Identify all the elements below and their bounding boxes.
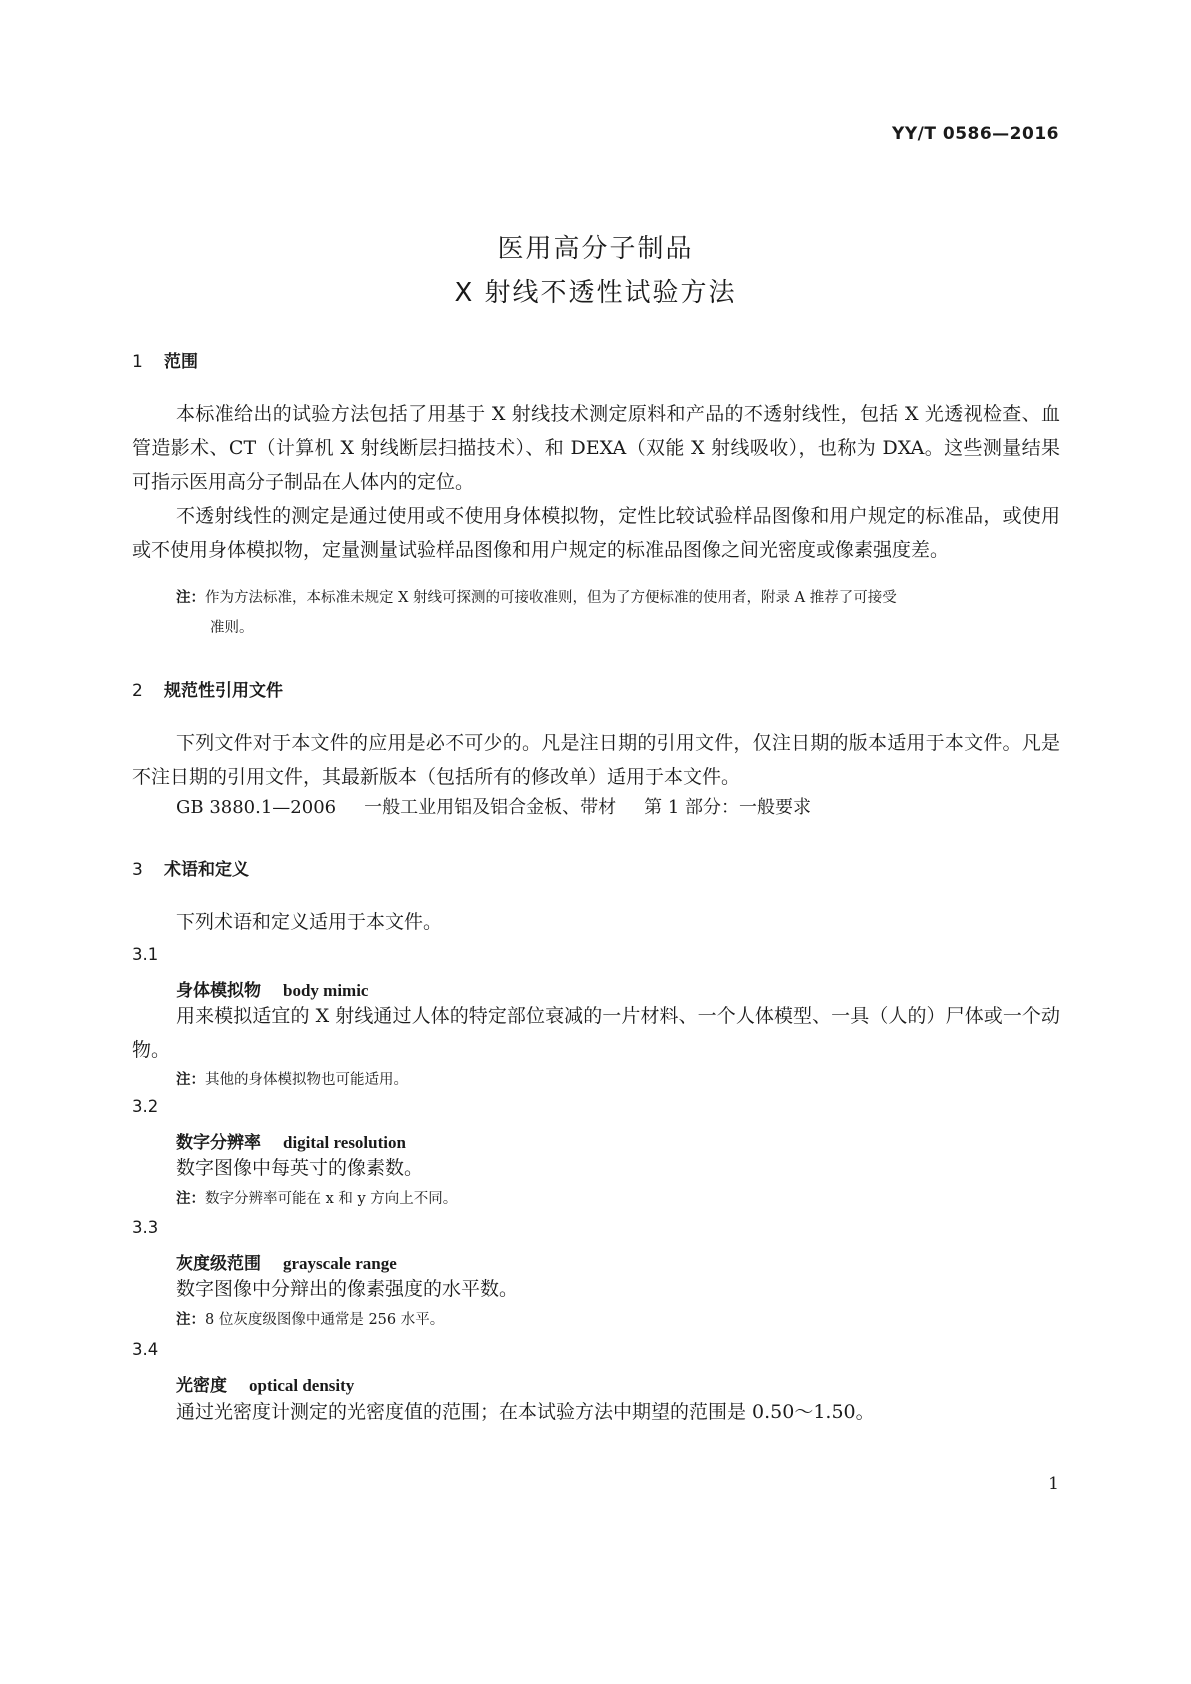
section-3-heading <box>132 855 249 880</box>
section-number: 2 <box>132 681 143 701</box>
normative-reference <box>132 793 1104 819</box>
term-note <box>132 1306 1104 1334</box>
clause-number: 3.4 <box>132 1340 159 1359</box>
section-1-note <box>132 584 1104 612</box>
document-title-line1: 医用高分子制品 <box>497 234 694 264</box>
term-note <box>132 1185 1104 1213</box>
term-heading <box>132 1128 1104 1153</box>
term-en: optical density <box>249 1376 355 1395</box>
note-text: 数字分辨率可能在 x 和 y 方向上不同。 <box>205 1191 458 1207</box>
section-1-heading <box>132 347 198 372</box>
clause-number: 3.1 <box>132 945 159 964</box>
section-title: 术语和定义 <box>164 860 249 880</box>
term-en: grayscale range <box>283 1254 397 1273</box>
note-label: 注： <box>176 1312 205 1328</box>
term-en: digital resolution <box>283 1133 406 1152</box>
reference-part: 第 1 部分：一般要求 <box>644 797 812 818</box>
section-title: 范围 <box>164 352 198 372</box>
section-1-note-continued: 准则。 <box>210 620 254 636</box>
section-1-paragraph-1: 本标准给出的试验方法包括了用基于 X 射线技术测定原料和产品的不透射线性，包括 X 光透视检查、血管造影术、CT（计算机 X 射线断层扫描技术）、和 DEXA（双能 X 射线吸收），也称为 DXA。这些测量结果可指示医用高分子制品在人体内的定位。 <box>132 403 1060 493</box>
note-label: 注： <box>176 1191 205 1207</box>
term-heading <box>132 976 1104 1001</box>
section-number: 1 <box>132 352 143 372</box>
term-zh: 身体模拟物 <box>176 981 261 1001</box>
section-3-intro: 下列术语和定义适用于本文件。 <box>176 911 443 933</box>
clause-number: 3.3 <box>132 1218 159 1237</box>
note-label: 注： <box>176 590 205 606</box>
section-title: 规范性引用文件 <box>164 681 283 701</box>
clause-number: 3.2 <box>132 1097 159 1116</box>
term-en: body mimic <box>283 981 369 1000</box>
term-definition: 数字图像中每英寸的像素数。 <box>176 1157 424 1179</box>
section-2-paragraph-1: 下列文件对于本文件的应用是必不可少的。凡是注日期的引用文件，仅注日期的版本适用于本文件。凡是不注日期的引用文件，其最新版本（包括所有的修改单）适用于本文件。 <box>132 732 1060 788</box>
reference-code: GB 3880.1—2006 <box>176 797 337 818</box>
section-1-paragraph-2: 不透射线性的测定是通过使用或不使用身体模拟物，定性比较试验样品图像和用户规定的标准品，或使用或不使用身体模拟物，定量测量试验样品图像和用户规定的标准品图像之间光密度或像素强度差。 <box>132 505 1060 561</box>
term-zh: 灰度级范围 <box>176 1254 261 1274</box>
term-definition: 通过光密度计测定的光密度值的范围；在本试验方法中期望的范围是 0.50～1.50。 <box>176 1401 875 1423</box>
reference-title: 一般工业用铝及铝合金板、带材 <box>364 797 617 818</box>
term-heading <box>132 1249 1104 1274</box>
term-definition: 用来模拟适宜的 X 射线通过人体的特定部位衰减的一片材料、一个人体模型、一具（人的）尸体或一个动物。 <box>132 1005 1060 1061</box>
standard-number: YY/T 0586—2016 <box>892 124 1059 144</box>
note-text: 作为方法标准，本标准未规定 X 射线可探测的可接收准则，但为了方便标准的使用者，附录 A 推荐了可接受 <box>205 590 897 606</box>
section-2-heading <box>132 676 283 701</box>
term-zh: 光密度 <box>176 1376 227 1396</box>
term-heading <box>132 1371 1104 1396</box>
note-text: 其他的身体模拟物也可能适用。 <box>205 1072 408 1088</box>
note-label: 注： <box>176 1072 205 1088</box>
page-number: 1 <box>1048 1474 1059 1494</box>
term-note <box>132 1066 1104 1094</box>
note-text: 8 位灰度级图像中通常是 256 水平。 <box>205 1312 445 1328</box>
term-zh: 数字分辨率 <box>176 1133 261 1153</box>
term-definition: 数字图像中分辩出的像素强度的水平数。 <box>176 1278 519 1300</box>
document-title-line2: X 射线不透性试验方法 <box>454 278 737 308</box>
section-number: 3 <box>132 860 143 880</box>
